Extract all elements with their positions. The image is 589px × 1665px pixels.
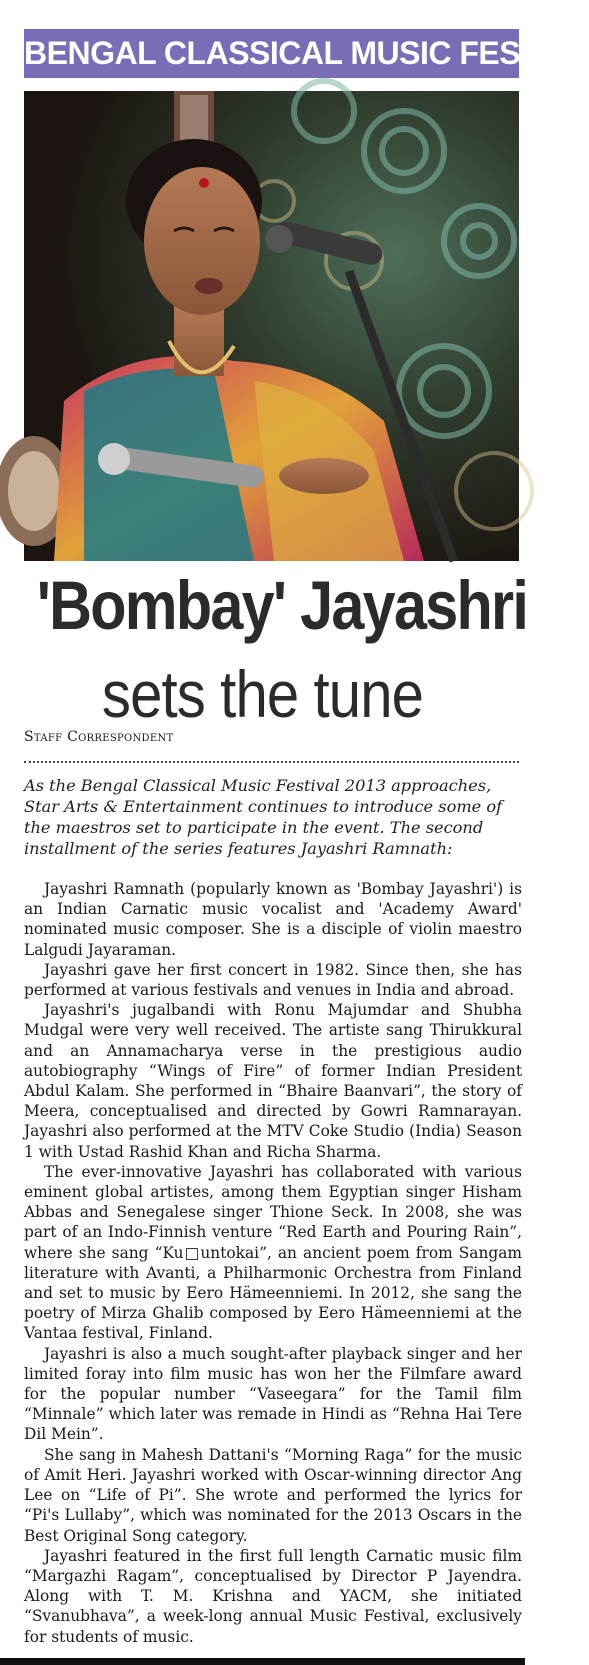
section-banner: BENGAL CLASSICAL MUSIC FEST '13 xyxy=(24,29,519,78)
article-body xyxy=(24,879,522,1647)
headline-sub: sets the tune xyxy=(101,657,424,731)
body-paragraph: The ever-innovative Jayashri has collaborated with various eminent global artistes, among them Egyptian singer Hisham Abbas and Senegalese singer Thione Seck. In 2008, she was part of an Indo-Finnish venture “Red Earth and Pouring Rain”, where she sang “Ku□untokai”, an ancient poem from Sangam literature with Avanti, a Philharmonic Orchestra from Finland and set to music by Eero Hämeenniemi. In 2012, she sang the poetry of Mirza Ghalib composed by Eero Hämeenniemi at the Vantaa festival, Finland. xyxy=(24,1162,522,1343)
body-paragraph: Jayashri Ramnath (popularly known as 'Bombay Jayashri') is an Indian Carnatic music vocalist and 'Academy Award' nominated music composer. She is a disciple of violin maestro Lalgudi Jayaraman. xyxy=(24,880,522,959)
body-paragraph: Jayashri gave her first concert in 1982. Since then, she has performed at various festivals and venues in India and abroad. xyxy=(24,960,522,1000)
body-paragraph: Jayashri's jugalbandi with Ronu Majumdar and Shubha Mudgal were very well received. The artiste sang Thirukkural and an Annamacharya verse in the prestigious audio autobiography “Wings of Fire” of former Indian President Abdul Kalam. She performed in “Bhaire Baanvari”, the story of Meera, conceptualised and directed by Gowri Ramnarayan. Jayashri also performed at the MTV Coke Studio (India) Season 1 with Ustad Rashid Khan and Richa Sharma. xyxy=(24,1001,522,1161)
body-paragraph: Jayashri is also a much sought-after playback singer and her limited foray into film music has won her the Filmfare award for the popular number “Vaseegara” for the Tamil film “Minnale” which later was remade in Hindi as “Rehna Hai Tere Dil Mein”. xyxy=(24,1344,522,1444)
byline: Staff Correspondent xyxy=(24,729,174,745)
headline-main: 'Bombay' Jayashri xyxy=(36,567,528,644)
body-paragraph: Jayashri featured in the first full length Carnatic music film “Margazhi Ragam”, conceptualised by Director P Jayendra. Along with T. M. Krishna and YACM, she initiated “Svanubhava”, a week-long annual Music Festival, exclusively for students of music. xyxy=(24,1546,522,1646)
singer-photo xyxy=(24,91,519,561)
page-bottom-border xyxy=(0,1658,525,1665)
intro-paragraph: As the Bengal Classical Music Festival 2013 approaches, Star Arts & Entertainment continues to introduce some of the maestros set to participate in the event. The second installment of the series features Jayashri Ramnath: xyxy=(24,776,503,858)
body-paragraph: She sang in Mahesh Dattani's “Morning Raga” for the music of Amit Heri. Jayashri worked with Oscar-winning director Ang Lee on “Life of Pi”. She wrote and performed the lyrics for “Pi's Lullaby”, which was nominated for the 2013 Oscars in the Best Original Song category. xyxy=(24,1445,522,1545)
dotted-divider xyxy=(24,761,519,763)
